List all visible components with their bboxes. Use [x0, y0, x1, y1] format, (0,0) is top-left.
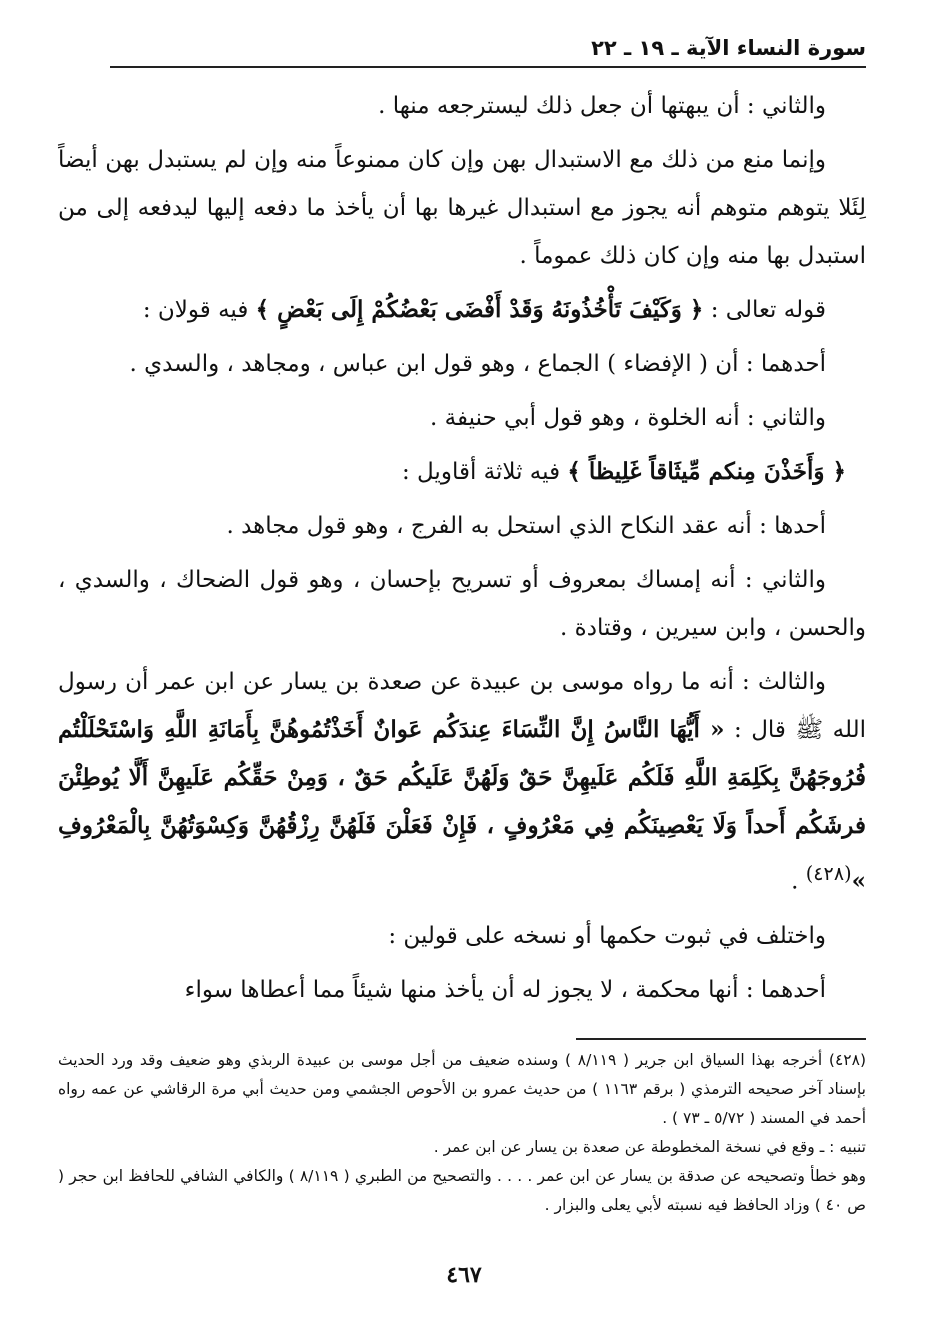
paragraph: والثاني : أنه إمساك بمعروف أو تسريح بإحسان ، وهو قول الضحاك ، والسدي ، والحسن ، وابن سيرين ، وقتادة . [58, 567, 866, 641]
paragraph: أحدهما : أنها محكمة ، لا يجوز له أن يأخذ منها شيئاً مما أعطاها سواء [184, 976, 826, 1003]
paragraph-tail: فيه قولان : [142, 297, 256, 323]
paragraph: أحدها : أنه عقد النكاح الذي استحل به الفرج ، وهو قول مجاهد . [226, 513, 826, 539]
running-header [110, 30, 866, 68]
footnote: (٤٢٨) أخرجه بهذا السياق ابن جرير ( ٨/١١٩ ) وسنده ضعيف من أجل موسى بن عبيدة الربذي وهو ضعيف وقد ورد الحديث بإسناد آخر صحيحه الترمذي ( برقم ١١٦٣ ) من حديث عمرو بن الأحوص الجشمي ومن حديث أبي مرة الرقاشي عن عمه رواه أحمد في المسند ( ٥/٧٢ ـ ٧٣ ) . [58, 1051, 866, 1127]
paragraph-lead: قوله تعالى : [703, 297, 826, 323]
footnotes [58, 1046, 866, 1220]
paragraph-tail: فيه ثلاثة أقاويل : [401, 459, 568, 485]
page-number: ٤٦٧ [446, 1262, 482, 1288]
paragraph: والثاني : أن يبهتها أن جعل ذلك ليسترجعه منها . [378, 93, 826, 119]
header-title: سورة النساء الآية ـ ١٩ ـ ٢٢ [591, 36, 866, 60]
hadith-text: « أَيُّهَا النَّاسُ إِنَّ النِّسَاءَ عِندَكُم عَوانٌ أَخَذْتُمُوهُنَّ بِأَمَانَةِ اللَّهِ وَاسْتَحْلَلْتُم فُرُوجَهُنَّ بِكَلِمَةِ اللَّهِ فَلَكُم عَلَيهِنَّ حَقٌ وَلَهُنَّ عَلَيكُم حَقٌ ، وَمِنْ حَقِّكُم عَلَيهِنَّ أَلَّا يُوطِئْنَ فرشَكُم أَحداً وَلَا يَعْصِينَكُم فِي مَعْرُوفٍ ، فَإِنْ فَعَلْنَ فَلَهُنَّ رِزْقُهُنَّ وَكِسْوَتُهُنَّ بِالْمَعْرُوفِ » [58, 716, 866, 895]
footnote-separator [576, 1038, 866, 1040]
main-text [58, 82, 866, 1020]
footnote-note: وهو خطأ وتصحيحه عن صدقة بن يسار عن ابن عمر . . . . والتصحيح من الطبري ( ٨/١١٩ ) والكافي الشافي للحافظ ابن حجر ( ص ٤٠ ) وزاد الحافظ فيه نسبته لأبي يعلى والبزار . [58, 1167, 866, 1214]
quran-verse: ﴿ وَأَخَذْنَ مِنكم مِّيثَاقاً غَلِيظاً ﴾ [567, 458, 846, 485]
quran-verse: ﴿ وَكَيْفَ تَأْخُذُونَهُ وَقَدْ أَفْضَى بَعْضُكُمْ إِلَى بَعْضٍ ﴾ [255, 296, 704, 323]
paragraph [58, 448, 866, 496]
paragraph: واختلف في ثبوت حكمها أو نسخه على قولين : [388, 922, 826, 949]
paragraph: والثاني : أنه الخلوة ، وهو قول أبي حنيفة . [430, 405, 826, 431]
paragraph-lead: والثالث : أنه ما رواه موسى بن عبيدة عن صعدة بن يسار عن ابن عمر أن رسول الله ﷺ قال : [58, 669, 866, 743]
paragraph [58, 286, 866, 334]
paragraph: أحدهما : أن ( الإفضاء ) الجماع ، وهو قول ابن عباس ، ومجاهد ، والسدي . [129, 351, 826, 377]
footnote-ref: (٤٢٨) [805, 862, 852, 885]
paragraph: وإنما منع من ذلك مع الاستبدال بهن وإن كان ممنوعاً منه وإن لم يستبدل بهن أيضاً لِئَلا يتوهم متوهم أنه يجوز مع استبدال غيرها بها أن يأخذ ما دفعه إليها ليدفعه إلى من استبدل بها منه وإن كان ذلك عموماً . [58, 147, 866, 269]
paragraph: والثالث : أنه ما رواه موسى بن عبيدة عن صعدة بن يسار عن ابن عمر أن رسول الله ﷺ قال : « أَيُّهَا النَّاسُ إِنَّ النِّسَاءَ عِندَكُم عَوانٌ أَخَذْتُمُوهُنَّ بِأَمَانَةِ اللَّهِ وَاسْتَحْلَلْتُم فُرُوجَهُنَّ بِكَلِمَةِ اللَّهِ فَلَكُم عَلَيهِنَّ حَقٌ وَلَهُنَّ عَلَيكُم حَقٌ ، وَمِنْ حَقِّكُم عَلَيهِنَّ أَلَّا يُوطِئْنَ فرشَكُم أَحداً وَلَا يَعْصِينَكُم فِي مَعْرُوفٍ ، فَإِنْ فَعَلْنَ فَلَهُنَّ رِزْقُهُنَّ وَكِسْوَتُهُنَّ بِالْمَعْرُوفِ »$^{(٤٢٨)}$ . [58, 669, 866, 895]
footnote-note: تنبيه : ـ وقع في نسخة المخطوطة عن صعدة بن يسار عن ابن عمر . [433, 1138, 866, 1156]
